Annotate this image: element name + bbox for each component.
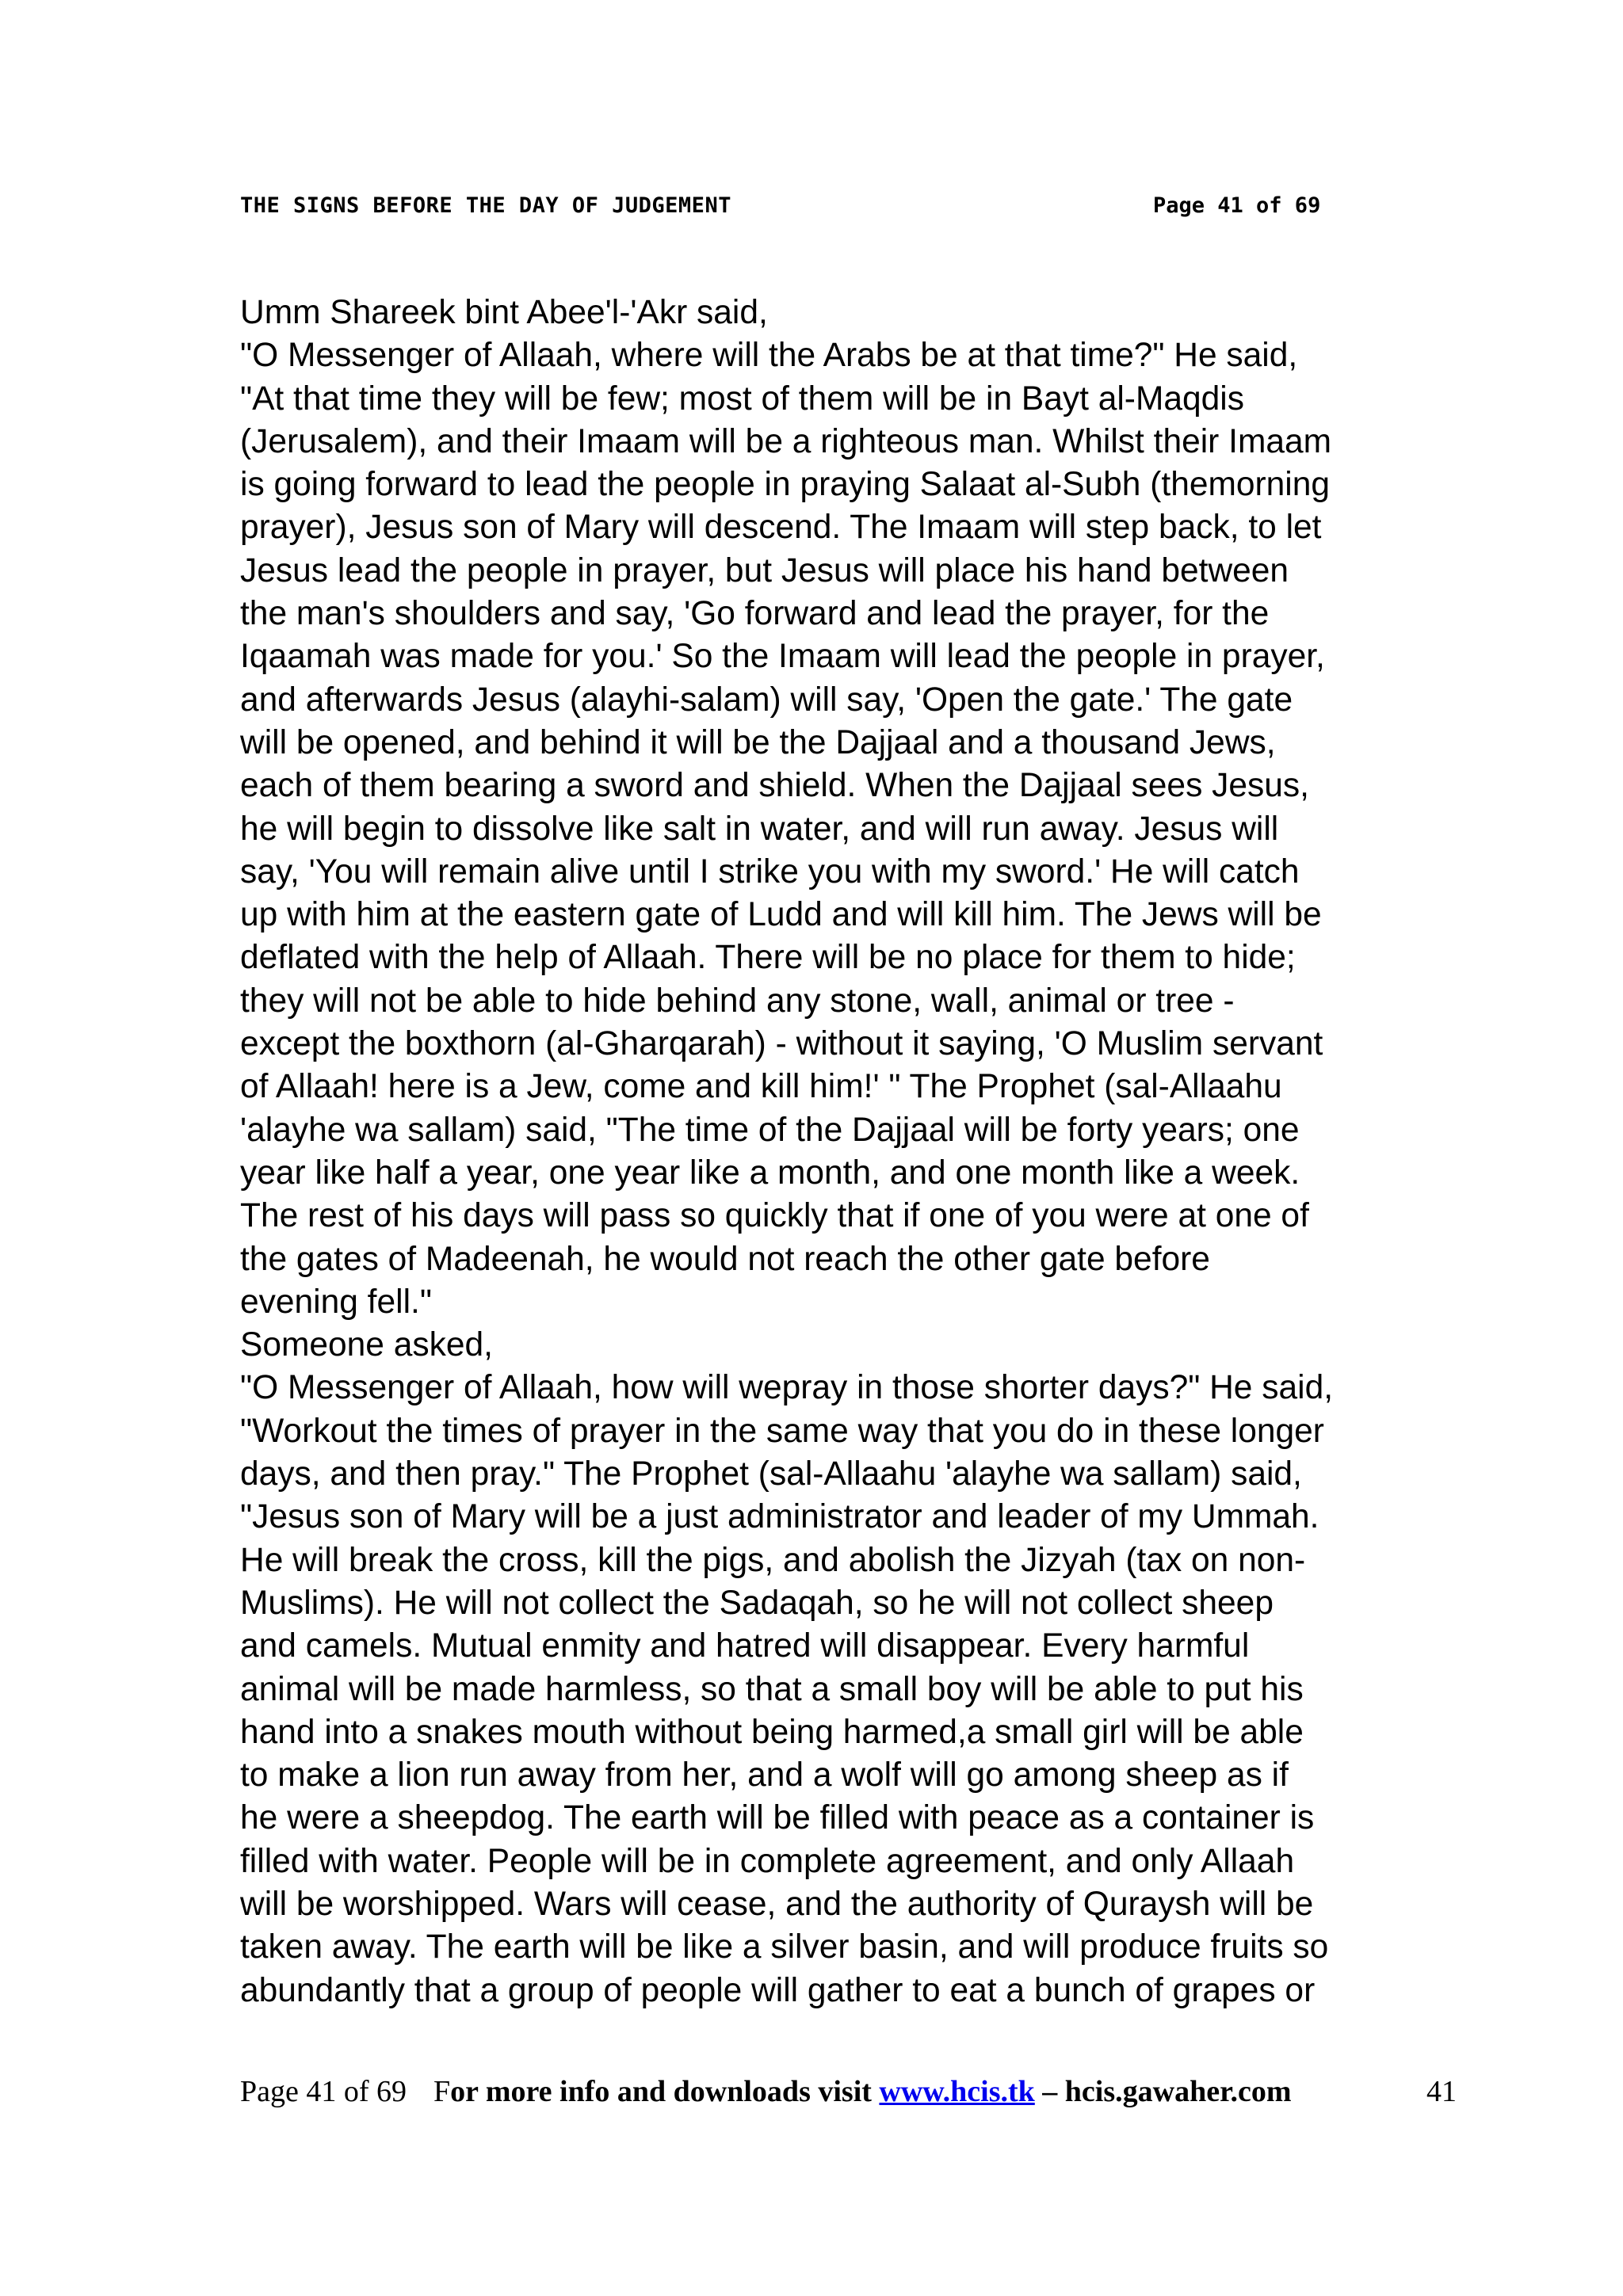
text-line: Umm Shareek bint Abee'l-'Akr said,: [240, 294, 768, 331]
text-line: deflated with the help of Allaah. There will be no place for them to hide;: [240, 939, 1296, 977]
text-line: (Jerusalem), and their Imaam will be a righteous man. Whilst their Imaam: [240, 422, 1332, 460]
footer-page-label: Page 41 of 69: [240, 2075, 407, 2108]
text-line: say, 'You will remain alive until I strike you with my sword.' He will catch: [240, 852, 1300, 891]
footer: [240, 2074, 1457, 2109]
text-line: will be worshipped. Wars will cease, and the authority of Quraysh will be: [240, 1885, 1314, 1923]
footer-secondary-site: – hcis.gawaher.com: [1034, 2075, 1292, 2108]
header-page-indicator: Page 41 of 69: [1153, 193, 1321, 218]
footer-info-first-letter: F: [433, 2075, 451, 2108]
text-line: up with him at the eastern gate of Ludd and will kill him. The Jews will be: [240, 896, 1322, 934]
text-line: "O Messenger of Allaah, how will wepray in those shorter days?" He said,: [240, 1369, 1334, 1407]
text-line: 'alayhe wa sallam) said, "The time of the Dajjaal will be forty years; one: [240, 1111, 1300, 1149]
text-line: Jesus lead the people in prayer, but Jesus will place his hand between: [240, 551, 1289, 589]
text-line: He will break the cross, kill the pigs, and abolish the Jizyah (tax on non-: [240, 1541, 1306, 1579]
text-line: "Workout the times of prayer in the same way that you do in these longer: [240, 1412, 1324, 1450]
text-line: the man's shoulders and say, 'Go forward and lead the prayer, for the: [240, 595, 1270, 633]
text-line: taken away. The earth will be like a silver basin, and will produce fruits so: [240, 1928, 1329, 1966]
text-line: "At that time they will be few; most of them will be in Bayt al-Maqdis: [240, 379, 1244, 418]
text-line: and camels. Mutual enmity and hatred will disappear. Every harmful: [240, 1627, 1250, 1665]
text-line: he will begin to dissolve like salt in water, and will run away. Jesus will: [240, 810, 1279, 848]
text-line: they will not be able to hide behind any stone, wall, animal or tree -: [240, 982, 1235, 1020]
text-line: "O Messenger of Allaah, where will the Arabs be at that time?" He said,: [240, 337, 1298, 375]
text-line: "Jesus son of Mary will be a just administrator and leader of my Ummah.: [240, 1498, 1319, 1536]
text-line: filled with water. People will be in complete agreement, and only Allaah: [240, 1842, 1295, 1880]
text-line: animal will be made harmless, so that a small boy will be able to put his: [240, 1670, 1304, 1708]
text-line: prayer), Jesus son of Mary will descend. The Imaam will step back, to let: [240, 509, 1322, 547]
text-line: except the boxthorn (al-Gharqarah) - without it saying, 'O Muslim servant: [240, 1025, 1323, 1063]
text-line: to make a lion run away from her, and a wolf will go among sheep as if: [240, 1756, 1289, 1794]
text-line: and afterwards Jesus (alayhi-salam) will say, 'Open the gate.' The gate: [240, 681, 1293, 719]
footer-page-number: 41: [1426, 2075, 1457, 2108]
text-line: abundantly that a group of people will gather to eat a bunch of grapes or: [240, 1971, 1316, 2009]
header-title: THE SIGNS BEFORE THE DAY OF JUDGEMENT: [240, 193, 731, 218]
text-line: hand into a snakes mouth without being harmed,a small girl will be able: [240, 1713, 1304, 1751]
text-line: Iqaamah was made for you.' So the Imaam will lead the people in prayer,: [240, 638, 1325, 676]
text-line: is going forward to lead the people in praying Salaat al-Subh (themorning: [240, 466, 1331, 504]
text-line: of Allaah! here is a Jew, come and kill him!' " The Prophet (sal-Allaahu: [240, 1068, 1282, 1106]
text-line: Muslims). He will not collect the Sadaqah, so he will not collect sheep: [240, 1584, 1274, 1622]
text-line: year like half a year, one year like a month, and one month like a week.: [240, 1154, 1300, 1192]
text-line: evening fell.": [240, 1283, 432, 1321]
text-line: the gates of Madeenah, he would not reach the other gate before: [240, 1240, 1210, 1278]
text-line: he were a sheepdog. The earth will be filled with peace as a container is: [240, 1799, 1315, 1837]
footer-website-link[interactable]: www.hcis.tk: [879, 2075, 1035, 2108]
text-line: each of them bearing a sword and shield. When the Dajjaal sees Jesus,: [240, 767, 1309, 805]
body-text: [240, 292, 1476, 2012]
footer-info-text: or more info and downloads visit: [450, 2075, 880, 2108]
text-line: Someone asked,: [240, 1326, 493, 1364]
text-line: days, and then pray." The Prophet (sal-Allaahu 'alayhe wa sallam) said,: [240, 1455, 1302, 1493]
text-line: The rest of his days will pass so quickly that if one of you were at one of: [240, 1197, 1309, 1235]
text-line: will be opened, and behind it will be the Dajjaal and a thousand Jews,: [240, 723, 1276, 761]
